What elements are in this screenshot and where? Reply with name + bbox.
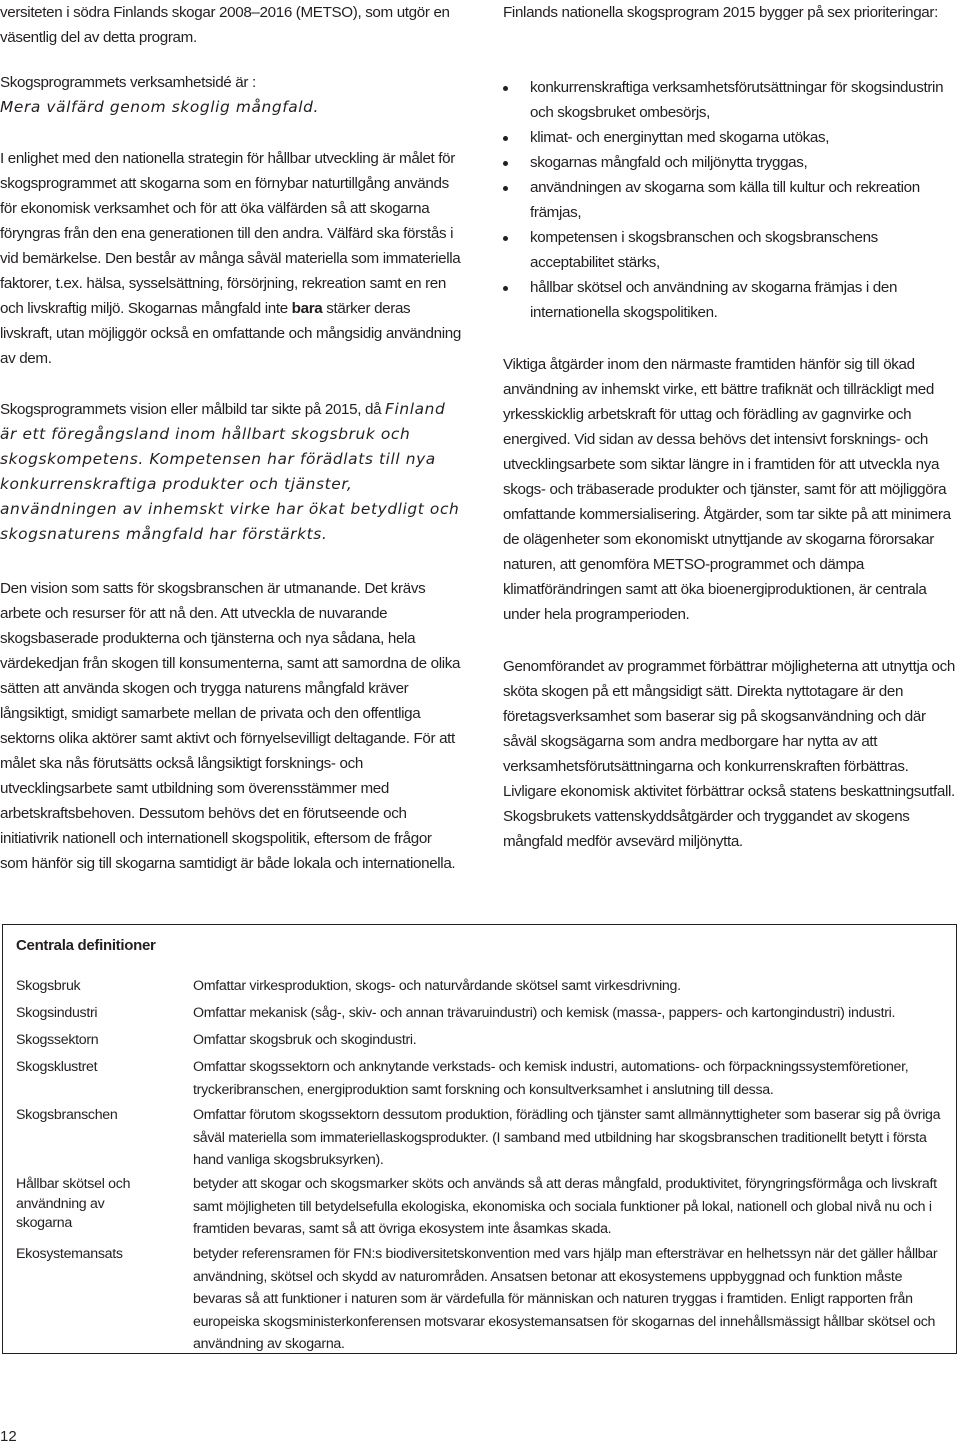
p3-bold: bara: [291, 300, 323, 317]
priorities-list: [503, 75, 960, 325]
list-item: kompetensen i skogsbranschen och skogsbranschens acceptabilitet stärks,: [503, 225, 960, 275]
right-paragraph-2: Viktiga åtgärder inom den närmaste framtiden hänför sig till ökad användning av inhemskt virke, ett bättre trafiknät och tillräckligt med yrkesskicklig arbetskraft för uttag och förädling av gagnvirke och energived. Vid sidan av dessa behövs det intensivt forsknings- och utvecklingsarbete som siktar längre in i framtiden för att utveckla nya skogs- och träbaserade produkter och tjänster, samt för att möjliggöra omfattande kommersialisering. Åtgärder, som tar sikte på att minimera de olägenheter som ekonomiskt utnyttjande av skogarna förorsakar naturen, att genomföra METSO-programmet och dämpa klimatförändringen samt att öka bioenergiproduktionen, är centrala under hela programperioden.: [503, 356, 951, 623]
bullet-icon: [503, 86, 508, 91]
definition-description: Omfattar skogsbruk och skogindustri.: [193, 1032, 417, 1048]
list-item: klimat- och energinyttan med skogarna utökas,: [503, 125, 960, 150]
definition-description: Omfattar förutom skogssektorn dessutom produktion, förädling och tjänster samt allmännyttigheter som baserar sig på övriga såväl materiella som immateriellaskogsprodukter. (I samband med utbildning har skogsbranschen traditionellt betytt i första hand vanliga skogsbruksyrken).: [193, 1107, 941, 1168]
definition-term: Skogsbruk: [16, 978, 81, 994]
priorities-intro: Finlands nationella skogsprogram 2015 bygger på sex prioriteringar:: [503, 4, 938, 21]
definition-term: Skogsindustri: [16, 1005, 98, 1021]
mission-statement: [0, 70, 462, 120]
vision-text: Skogsprogrammets vision eller målbild tar sikte på 2015, då: [0, 401, 386, 418]
left-paragraph-3: [0, 146, 462, 371]
bullet-icon: [503, 136, 508, 141]
bullet-icon: [503, 236, 508, 241]
definition-description: betyder att skogar och skogsmarker sköts och används så att deras mångfald, produktivitet, föryngringsförmåga och livskraft samt möjligheten till betydelsefulla ekologiska, ekonomiska och sociala funktioner på lokal, nationell och global nivå nu och i framtiden bevaras, samt så att övriga ekosystem inte åsamkas skada.: [193, 1176, 937, 1237]
definition-term: Hållbar skötsel och användning av skogarna: [16, 1176, 131, 1231]
vision-paragraph: [0, 397, 462, 547]
definitions-box: [2, 924, 957, 1354]
definition-term: Skogssektorn: [16, 1032, 99, 1048]
bullet-icon: [503, 161, 508, 166]
page-number: 12: [0, 1428, 17, 1445]
definition-description: betyder referensramen för FN:s biodiversitetskonvention med vars hjälp man eftersträvar en helhetssyn när det gäller hållbar användning, skötsel och skydd av naturområden. Ansatsen betonar att ekosystemens uppbyggnad och funktion måste bevaras så att funktioner i naturen som är värdefulla för människan och naturen tryggas i framtiden. Enligt rapporten från europeiska skogsministerkonferensen motsvarar ekosystemansatsen för skogarnas del innehållsmässigt hållbar skötsel och användning av skogarna.: [193, 1246, 938, 1352]
definitions-title: Centrala definitioner: [16, 937, 156, 954]
list-item: hållbar skötsel och användning av skogarna främjas i den internationella skogspolitiken.: [503, 275, 960, 325]
left-paragraph-1: versiteten i södra Finlands skogar 2008–2016 (METSO), som utgör en väsentlig del av detta program.: [0, 4, 450, 46]
right-paragraph-3: Genomförandet av programmet förbättrar möjligheterna att utnyttja och sköta skogen på ett mångsidigt sätt. Direkta nyttotagare är den företagsverksamhet som baserar sig på skogsanvändning och där såväl skogsägarna som andra medborgare har nytta av att verksamhetsförutsättningarna och konkurrenskraften förbättras. Livligare ekonomisk aktivitet förbättrar också statens beskattningsutfall. Skogsbrukets vattenskyddsåtgärder och tryggandet av skogens mångfald medför avsevärd miljönytta.: [503, 658, 955, 850]
definition-term: Ekosystemansats: [16, 1246, 123, 1262]
bullet-icon: [503, 286, 508, 291]
definition-term: Skogsbranschen: [16, 1107, 118, 1123]
definition-term: Skogsklustret: [16, 1059, 98, 1075]
p3-text-b: stärker deras livskraft, utan möjliggör också en omfattande och mångsidig användning av dem.: [0, 300, 461, 367]
definition-description: Omfattar mekanisk (såg-, skiv- och annan trävaruindustri) och kemisk (massa-, pappers- och kartongindustri) industri.: [193, 1005, 896, 1021]
definition-description: Omfattar virkesproduktion, skogs- och naturvårdande skötsel samt virkesdrivning.: [193, 978, 681, 994]
vision-italic: Finland är ett föregångsland inom hållbart skogsbruk och skogskompetens. Kompetensen har förädlats till nya konkurrenskraftiga produkter och tjänster, användningen av inhemskt virke har ökat betydligt och skogsnaturens mångfald har förstärkts.: [0, 400, 460, 543]
list-item: skogarnas mångfald och miljönytta tryggas,: [503, 150, 960, 175]
mission-italic: Mera välfärd genom skoglig mångfald.: [0, 98, 320, 116]
list-item: användningen av skogarna som källa till kultur och rekreation främjas,: [503, 175, 960, 225]
mission-label: Skogsprogrammets verksamhetsidé är :: [0, 74, 256, 91]
left-paragraph-5: Den vision som satts för skogsbranschen är utmanande. Det krävs arbete och resurser för att nå den. Att utveckla de nuvarande skogsbaserade produkterna och tjänsterna och nya sådana, hela värdekedjan från skogen till konsumenterna, samt att samordna de olika sätten att använda skogen och trygga naturens mångfald kräver långsiktigt, smidigt samarbete mellan de privata och den offentliga sektorns olika aktörer samt aktivt och förnyelsevilligt deltagande. För att målet ska nås förutsätts också långsiktigt forsknings- och utvecklingsarbete samt utbildning som överensstämmer med arbetskraftsbehoven. Dessutom behövs det en förutseende och initiativrik nationell och internationell skogspolitik, eftersom de frågor som hänför sig till skogarna samtidigt är både lokala och internationella.: [0, 580, 461, 872]
bullet-icon: [503, 186, 508, 191]
p3-text-a: I enlighet med den nationella strategin för hållbar utveckling är målet för skogsprogrammet att skogarna som en förnybar naturtillgång används för ekonomisk verksamhet och för att öka välfärden så att skogarna föryngras från den ena generationen till den andra. Välfärd ska förstås i vid bemärkelse. Den består av många såväl materiella som immateriella faktorer, t.ex. hälsa, sysselsättning, försörjning, rekreation samt en ren och livskraftig miljö. Skogarnas mångfald inte: [0, 150, 461, 317]
list-item: konkurrenskraftiga verksamhetsförutsättningar för skogsindustrin och skogsbruket ombesörjs,: [503, 75, 960, 125]
definition-description: Omfattar skogssektorn och anknytande verkstads- och kemisk industri, automations- och förpackningssystemföretioner, tryckeribranschen, energiproduktion samt forskning och konsultverksamhet i anslutning till dessa.: [193, 1059, 909, 1098]
